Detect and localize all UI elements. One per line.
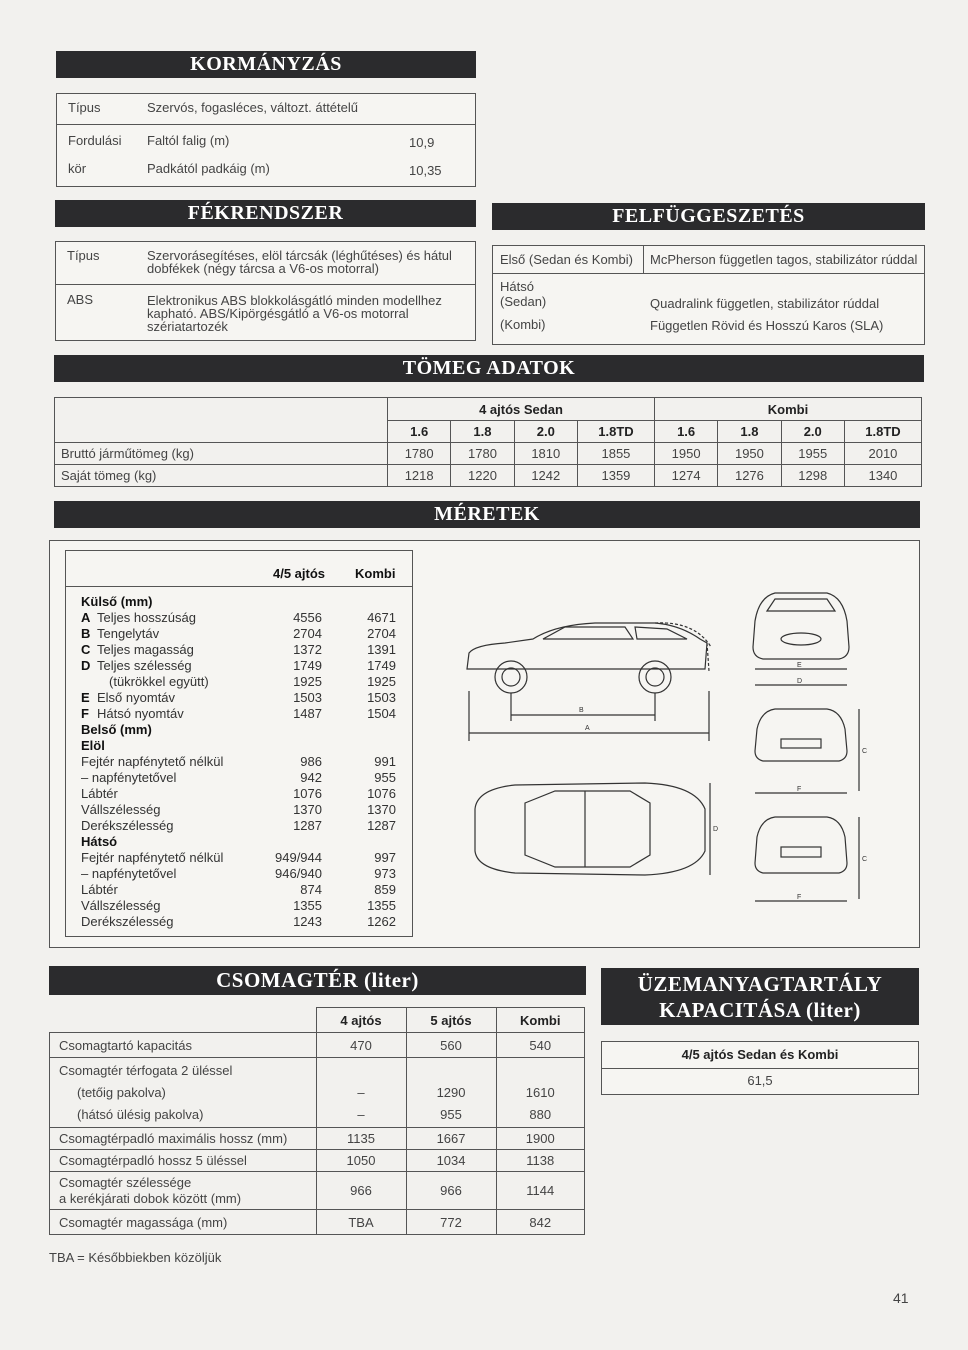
meretek-outer-box — [49, 540, 920, 948]
dim-label: Lábtér — [81, 882, 118, 897]
padka-label: Padkától padkáig (m) — [147, 161, 270, 176]
page-number: 41 — [893, 1290, 909, 1306]
engine-col: 2.0 — [514, 421, 577, 443]
dim-value-4-5: 4556 — [293, 610, 322, 625]
dim-letter-f: F — [797, 786, 802, 793]
dim-label: Vállszélesség — [81, 802, 161, 817]
dim-label: Vállszélesség — [81, 898, 161, 913]
csomag-col: Kombi — [496, 1008, 584, 1033]
csomag-col: 4 ajtós — [316, 1008, 406, 1033]
dim-value-4-5: 942 — [300, 770, 322, 785]
uzemanyag-label: 4/5 ajtós Sedan és Kombi — [681, 1047, 839, 1062]
uzemanyag-table — [601, 1041, 919, 1095]
dim-value-4-5: 1749 — [293, 658, 322, 673]
dim-label: Első nyomtáv — [97, 690, 176, 705]
dim-value-4-5: 1355 — [293, 898, 322, 913]
dim-value-4-5: 1370 — [293, 802, 322, 817]
dim-label: – napfénytetővel — [81, 866, 177, 881]
tomeg-header — [54, 355, 924, 382]
kombi-value: Független Rövid és Hosszú Karos (SLA) — [650, 318, 884, 333]
dim-value-kombi: 1355 — [367, 898, 396, 913]
meretek-header — [54, 501, 920, 528]
dim-label: Lábtér — [81, 786, 118, 801]
felfuggesztes-table — [492, 245, 925, 345]
dim-letter: F — [81, 706, 89, 721]
table-row: Csomagtérpadló maximális hossz (mm) 1135 1667 1900 — [50, 1128, 585, 1150]
dim-value-4-5: 1372 — [293, 642, 322, 657]
dim-value-4-5: 949/944 — [275, 850, 322, 865]
engine-col: 1.6 — [388, 421, 451, 443]
dim-label: Hátsó nyomtáv — [97, 706, 184, 721]
dim-value-kombi: 1262 — [367, 914, 396, 929]
fek-tipus-value: Szervorásegítéses, elöl tárcsák (léghűtéses) és hátul dobfékek (négy tárcsa a V6-os motorral) — [147, 248, 452, 276]
kormanyzas-tipus-label: Típus — [68, 100, 101, 115]
dim-value-kombi: 4671 — [367, 610, 396, 625]
dim-value-4-5: 1287 — [293, 818, 322, 833]
dim-label: Teljes magasság — [97, 642, 194, 657]
dim-label: Teljes hosszúság — [97, 610, 196, 625]
elso-value: McPherson független tagos, stabilizátor rúddal — [650, 252, 918, 267]
dim-label: Derékszélesség — [81, 818, 174, 833]
dim-letter-c: C — [862, 748, 868, 755]
engine-col: 1.8TD — [844, 421, 921, 443]
engine-col: 1.8 — [718, 421, 781, 443]
dim-letter-c2: C — [862, 856, 868, 863]
tomeg-title: TÖMEG ADATOK — [402, 357, 576, 379]
fal-label: Faltól falig (m) — [147, 133, 230, 148]
dim-letter-d: D — [713, 826, 719, 833]
engine-col: 1.8TD — [577, 421, 654, 443]
hatso-heading: Hátsó — [81, 834, 118, 849]
csomagter-header — [49, 966, 586, 995]
dim-value-kombi: 859 — [374, 882, 396, 897]
sedan-label: (Sedan) — [500, 294, 547, 309]
elol-heading: Elöl — [81, 738, 105, 753]
dim-letter: A — [81, 610, 91, 625]
meretek-col2: Kombi — [355, 566, 396, 581]
dim-letter-f2: F — [797, 894, 802, 901]
elso-label: Első (Sedan és Kombi) — [500, 252, 633, 267]
sedan-value: Quadralink független, stabilizátor rúddal — [650, 296, 880, 311]
table-row: Bruttó járműtömeg (kg) 1780 1780 1810 1855 1950 1950 1955 2010 — [55, 443, 922, 465]
dim-value-4-5: 1487 — [293, 706, 322, 721]
dim-label: Derékszélesség — [81, 914, 174, 929]
table-row: Csomagtartó kapacitás 470 560 540 — [50, 1033, 585, 1058]
dim-value-kombi: 955 — [374, 770, 396, 785]
dim-letter-a: A — [585, 725, 590, 732]
dim-value-4-5: 1503 — [293, 690, 322, 705]
csomagter-table — [49, 1007, 585, 1235]
dim-value-kombi: 2704 — [367, 626, 396, 641]
dim-label: Teljes szélesség — [97, 658, 192, 673]
dim-letter-e: E — [797, 662, 802, 669]
uzemanyag-header — [601, 968, 919, 1025]
table-row: Csomagtérpadló hossz 5 üléssel 1050 1034 1138 — [50, 1150, 585, 1172]
abs-value: Elektronikus ABS blokkolásgátló minden modellhez kapható. ABS/Kipörgésgátló a V6-os motorral szériatartozék — [147, 293, 442, 334]
kormanyzas-header — [56, 51, 476, 78]
tomeg-group-kombi: Kombi — [654, 398, 921, 421]
dim-letter-d2: D — [797, 678, 803, 685]
belso-heading: Belső (mm) — [81, 722, 152, 737]
dim-label: (tükrökkel együtt) — [109, 674, 209, 689]
dim-value-4-5: 874 — [300, 882, 322, 897]
dim-letter: E — [81, 690, 90, 705]
fal-value: 10,9 — [409, 135, 435, 150]
dim-value-kombi: 1504 — [367, 706, 396, 721]
car-dimension-drawings — [455, 551, 915, 941]
kormanyzas-tipus-value: Szervós, fogasléces, változt. áttételű — [147, 100, 358, 115]
meretek-data-box — [65, 550, 413, 937]
dim-value-4-5: 2704 — [293, 626, 322, 641]
dim-value-4-5: 986 — [300, 754, 322, 769]
fordulasi-label: Fordulási — [68, 133, 122, 148]
meretek-title: MÉRETEK — [434, 503, 540, 525]
kombi-label: (Kombi) — [500, 317, 546, 332]
padka-value: 10,35 — [409, 163, 442, 178]
fek-tipus-label: Típus — [67, 248, 100, 263]
dim-value-kombi: 1287 — [367, 818, 396, 833]
meretek-col1: 4/5 ajtós — [273, 566, 326, 581]
csomagter-title: CSOMAGTÉR (liter) — [216, 968, 419, 992]
tomeg-group-sedan: 4 ajtós Sedan — [388, 398, 655, 421]
dim-value-kombi: 1925 — [367, 674, 396, 689]
dim-label: Tengelytáv — [97, 626, 160, 641]
dim-value-kombi: 997 — [374, 850, 396, 865]
dim-letter: D — [81, 658, 91, 673]
dim-label: Fejtér napfénytető nélkül — [81, 754, 224, 769]
dim-value-kombi: 1076 — [367, 786, 396, 801]
csomag-col: 5 ajtós — [406, 1008, 496, 1033]
dim-value-4-5: 1243 — [293, 914, 322, 929]
dim-label: – napfénytetővel — [81, 770, 177, 785]
dim-letter-b: B — [579, 707, 584, 714]
uzemanyag-title-2: KAPACITÁSA (liter) — [659, 998, 861, 1022]
dim-value-4-5: 946/940 — [275, 866, 322, 881]
table-row: Csomagtér térfogata 2 üléssel (tetőig pakolva) (hátsó ülésig pakolva) – – 1290 955 1610 880 — [50, 1058, 585, 1128]
dim-letter: C — [81, 642, 91, 657]
engine-col: 1.6 — [654, 421, 717, 443]
felfuggesztes-header — [492, 203, 925, 230]
engine-col: 1.8 — [451, 421, 514, 443]
kormanyzas-table — [56, 93, 476, 187]
table-row: Csomagtér magassága (mm) TBA 772 842 — [50, 1210, 585, 1235]
dim-letter: B — [81, 626, 91, 641]
uzemanyag-value: 61,5 — [747, 1073, 773, 1088]
dim-value-kombi: 1391 — [367, 642, 396, 657]
tba-footnote: TBA = Későbbiekben közöljük — [49, 1250, 222, 1265]
uzemanyag-title-1: ÜZEMANYAGTARTÁLY — [637, 972, 883, 996]
kulso-heading: Külső (mm) — [81, 594, 153, 609]
dim-value-4-5: 1076 — [293, 786, 322, 801]
dim-value-kombi: 1503 — [367, 690, 396, 705]
dim-value-4-5: 1925 — [293, 674, 322, 689]
abs-label: ABS — [67, 292, 94, 307]
dim-value-kombi: 973 — [374, 866, 396, 881]
engine-col: 2.0 — [781, 421, 844, 443]
felfuggesztes-title: FELFÜGGESZETÉS — [612, 205, 805, 227]
dim-label: Fejtér napfénytető nélkül — [81, 850, 224, 865]
dim-value-kombi: 1370 — [367, 802, 396, 817]
fekrendszer-table — [55, 241, 476, 341]
dim-value-kombi: 1749 — [367, 658, 396, 673]
fekrendszer-header — [55, 200, 476, 227]
kormanyzas-title: KORMÁNYZÁS — [190, 53, 342, 75]
hatso-label: Hátsó — [500, 279, 534, 294]
fekrendszer-title: FÉKRENDSZER — [187, 202, 344, 224]
tomeg-table — [54, 397, 922, 487]
table-row: Csomagtér szélessége a kerékjárati dobok között (mm) 966 966 1144 — [50, 1172, 585, 1210]
table-row: Saját tömeg (kg) 1218 1220 1242 1359 1274 1276 1298 1340 — [55, 465, 922, 487]
kor-label: kör — [68, 161, 87, 176]
dim-value-kombi: 991 — [374, 754, 396, 769]
